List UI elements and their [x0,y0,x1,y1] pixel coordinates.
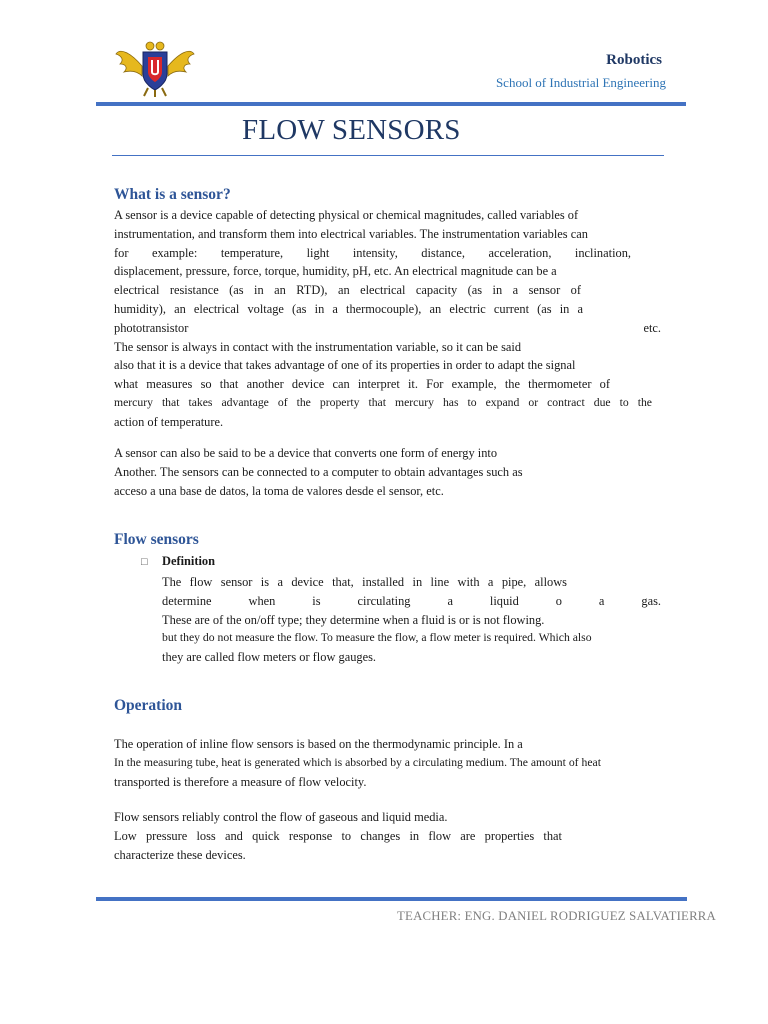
section1-paragraph-2 [114,444,661,500]
operation-paragraph-1 [114,735,661,791]
square-bullet-icon: □ [141,556,148,568]
header-title: Robotics [606,52,662,68]
text-line: characterize these devices. [114,847,246,862]
header-divider [96,102,686,106]
footer-divider [96,897,687,901]
text-line: These are of the on/off type; they determine when a fluid is or is not flowing. [162,612,545,627]
text-line: The flow sensor is a device that, installed in line with a pipe, allows [162,575,567,589]
text-line: transported is therefore a measure of flow velocity. [114,774,367,789]
text-line: but they do not measure the flow. To measure the flow, a flow meter is required. Which also [162,631,592,645]
text-line: determine when is circulating a liquid o a gas. [162,593,661,608]
text-line: instrumentation, and transform them into electrical variables. The instrumentation variables can [114,226,588,241]
text-line: mercury that takes advantage of the property that mercury has to expand or contract due to the [114,395,652,409]
section-heading-flow-sensors: Flow sensors [114,531,199,548]
section1-paragraph-1 [114,206,661,432]
text-line: A sensor is a device capable of detecting physical or chemical magnitudes, called variables of [114,208,579,222]
text-line: The sensor is always in contact with the instrumentation variable, so it can be said [114,339,522,354]
text-line: phototransistor etc. [114,320,661,335]
text-line: also that it is a device that takes advantage of one of its properties in order to adapt the signal [114,358,576,373]
section-heading-operation: Operation [114,697,183,714]
text-line: action of temperature. [114,414,224,429]
text-line: what measures so that another device can interpret it. For example, the thermometer of [114,377,610,392]
text-line: for example: temperature, light intensity, distance, acceleration, inclination, [114,245,631,260]
title-underline [112,155,664,156]
university-crest-eagle-icon [112,38,198,98]
footer-teacher: TEACHER: ENG. DANIEL RODRIGUEZ SALVATIERRA [397,909,716,923]
text-line: Another. The sensors can be connected to a computer to obtain advantages such as [114,464,523,479]
definition-paragraph [162,573,662,667]
text-line: displacement, pressure, force, torque, humidity, pH, etc. An electrical magnitude can be a [114,264,557,279]
section-heading-what-is-sensor: What is a sensor? [114,186,231,203]
text-line: they are called flow meters or flow gauges. [162,650,376,665]
text-line: humidity), an electrical voltage (as in a thermocouple), an electric current (as in a [114,301,583,316]
text-line: Low pressure loss and quick response to changes in flow are properties that [114,828,562,843]
text-line: electrical resistance (as in an RTD), an electrical capacity (as in a sensor of [114,283,581,298]
definition-label: Definition [162,554,216,568]
text-line: The operation of inline flow sensors is based on the thermodynamic principle. In a [114,737,523,751]
header-subtitle: School of Industrial Engineering [495,75,666,90]
text-line: acceso a una base de datos, la toma de valores desde el sensor, etc. [114,483,444,498]
page-title: FLOW SENSORS [242,114,461,146]
text-line: In the measuring tube, heat is generated which is absorbed by a circulating medium. The amount of heat [114,755,601,769]
text-line: A sensor can also be said to be a device that converts one form of energy into [114,446,498,460]
operation-paragraph-2 [114,808,661,864]
text-line: Flow sensors reliably control the flow of gaseous and liquid media. [114,810,448,824]
